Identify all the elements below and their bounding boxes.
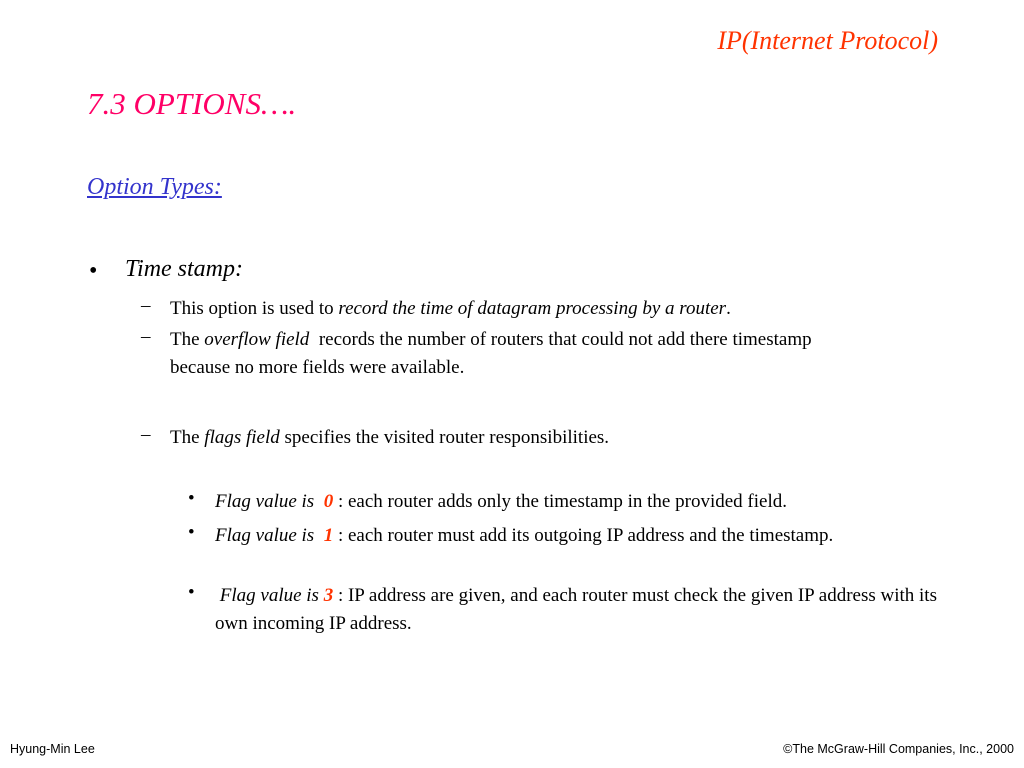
flag-bullet: • xyxy=(188,582,195,603)
bullet-marker: • xyxy=(89,258,98,284)
flag-description: : IP address are given, and each router must check the given IP address with its own incoming IP address. xyxy=(215,585,937,634)
footer-author: Hyung-Min Lee xyxy=(10,742,95,756)
dash-marker: – xyxy=(141,295,151,316)
time-stamp-title: Time stamp: xyxy=(125,256,244,282)
footer-copyright: ©The McGraw-Hill Companies, Inc., 2000 xyxy=(783,742,1014,756)
list-item-text: records the number of routers that could not add there timestamp because no more fields were available. xyxy=(170,329,812,378)
flag-description: : each router must add its outgoing IP address and the timestamp. xyxy=(333,525,834,546)
flag-label: Flag value is xyxy=(215,525,324,546)
flag-label: Flag value is xyxy=(215,491,324,512)
list-item-emphasis: record the time of datagram processing by a router xyxy=(338,298,727,319)
flag-entry-1 xyxy=(215,522,875,550)
list-item-text: The xyxy=(170,427,205,448)
list-item-emphasis: flags field xyxy=(204,427,280,448)
header-title: IP(Internet Protocol) xyxy=(717,26,938,55)
list-item-text: The xyxy=(170,329,205,350)
list-item-text: This option is used to xyxy=(170,298,339,319)
list-item-overflow-field xyxy=(170,326,860,382)
flag-bullet: • xyxy=(188,522,195,543)
list-item-flags-field xyxy=(170,424,930,452)
flag-entry-3 xyxy=(215,582,955,638)
list-item-record-time xyxy=(170,295,930,323)
list-item-emphasis: overflow field xyxy=(204,329,310,350)
dash-marker: – xyxy=(141,424,151,445)
section-heading: 7.3 OPTIONS…. xyxy=(87,86,297,121)
flag-value: 3 xyxy=(323,585,334,606)
flag-value: 1 xyxy=(323,525,334,546)
dash-marker: – xyxy=(141,326,151,347)
flag-description: : each router adds only the timestamp in the provided field. xyxy=(333,491,787,512)
list-item-text: . xyxy=(726,298,731,319)
flag-label: Flag value is xyxy=(215,585,324,606)
option-types-heading: Option Types: xyxy=(87,174,222,200)
flag-entry-0 xyxy=(215,488,955,516)
flag-bullet: • xyxy=(188,488,195,509)
list-item-text: specifies the visited router responsibilities. xyxy=(279,427,610,448)
flag-value: 0 xyxy=(323,491,334,512)
